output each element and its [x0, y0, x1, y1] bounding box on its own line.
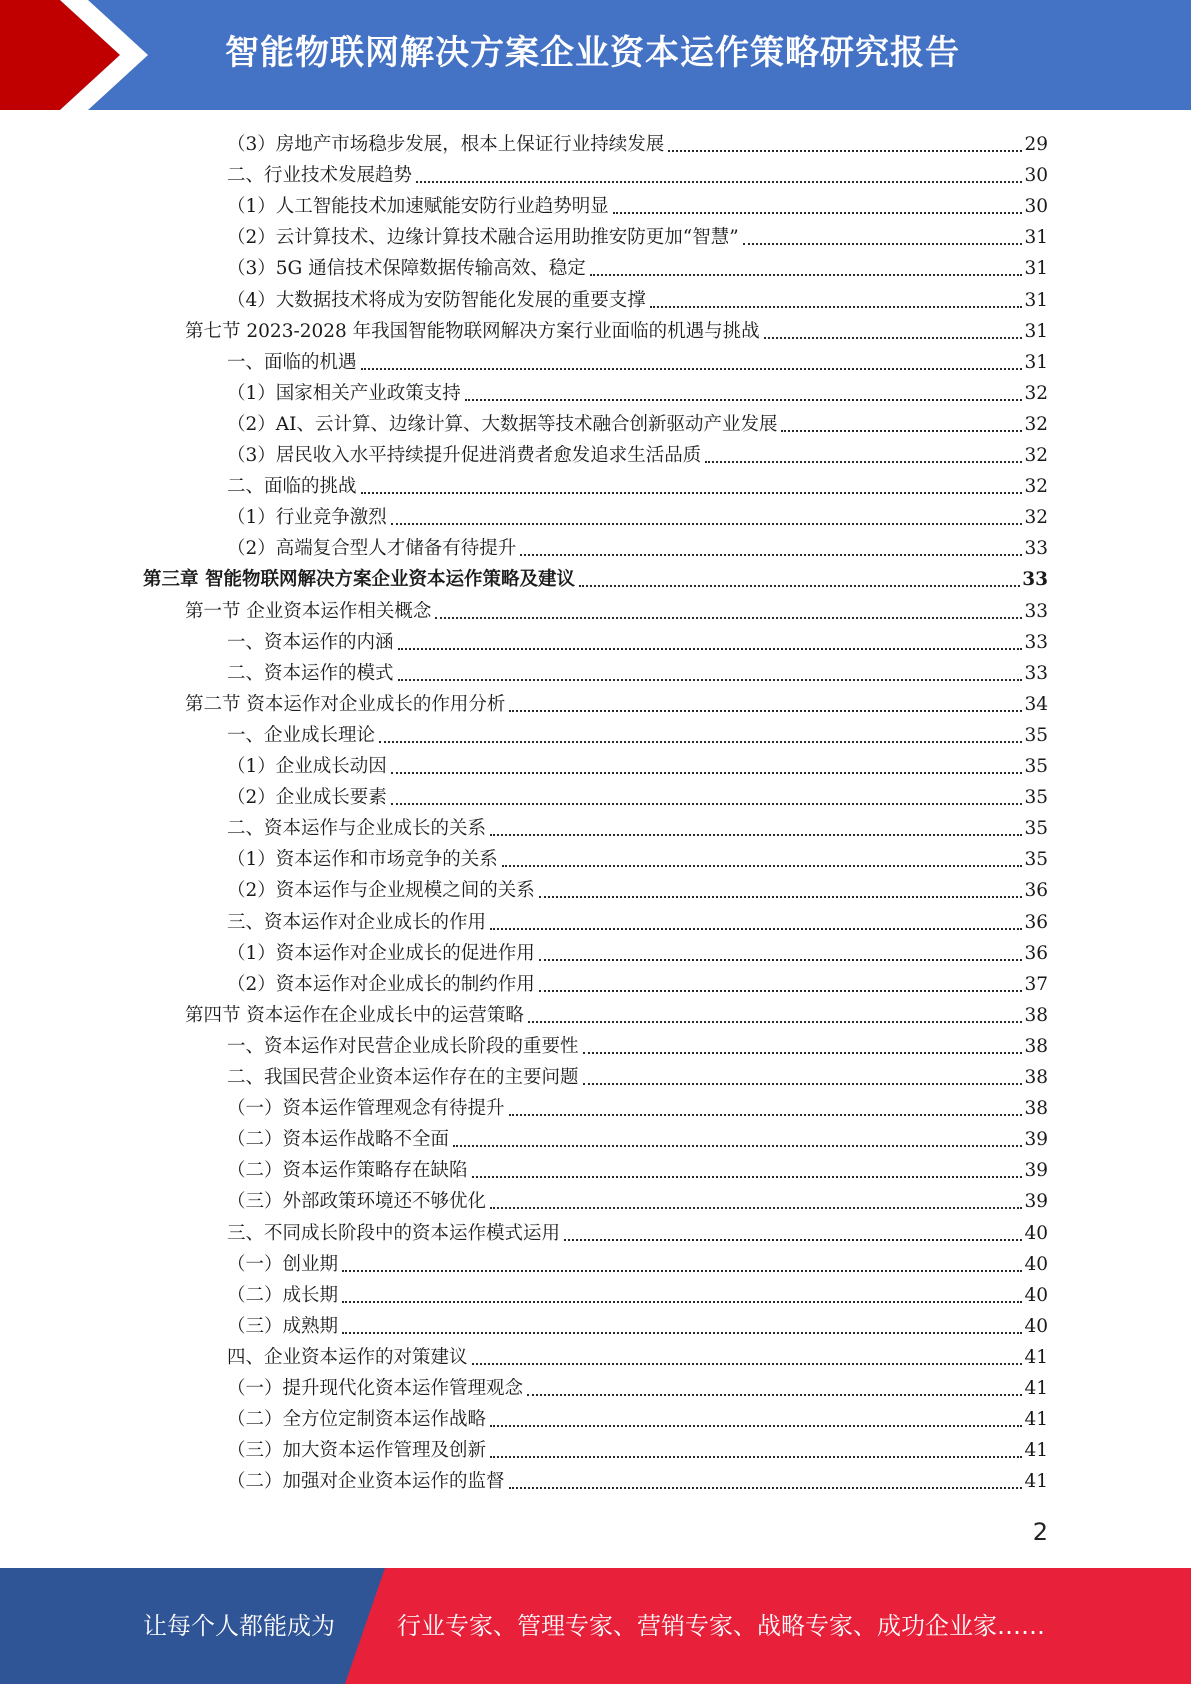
toc-dot-leader: [490, 1425, 1022, 1427]
page-number: 2: [1032, 1518, 1048, 1546]
toc-entry-title: 三、资本运作对企业成长的作用: [227, 911, 487, 933]
toc-entry-page: 40: [1024, 1222, 1048, 1244]
toc-entry-page: 31: [1024, 227, 1048, 249]
toc-entry-page: 32: [1024, 413, 1048, 435]
toc-entry-page: 33: [1024, 600, 1048, 622]
toc-entry-page: 41: [1024, 1378, 1048, 1399]
toc-entry[interactable]: [227, 345, 1048, 376]
toc-entry-title: （三）加大资本运作管理及创新: [227, 1440, 487, 1462]
toc-entry-title: （1）资本运作和市场竞争的关系: [227, 849, 498, 871]
toc-entry-title: 第三章 智能物联网解决方案企业资本运作策略及建议: [143, 569, 575, 591]
toc-section-entry[interactable]: [185, 594, 1048, 625]
toc-entry-title: （一）提升现代化资本运作管理观念: [227, 1378, 524, 1399]
toc-entry-page: 31: [1024, 320, 1048, 342]
toc-dot-leader: [743, 243, 1023, 245]
toc-entry[interactable]: [227, 967, 1048, 998]
toc-entry[interactable]: [227, 1309, 1048, 1340]
toc-entry-title: （1）资本运作对企业成长的促进作用: [227, 942, 535, 964]
toc-dot-leader: [361, 368, 1023, 370]
toc-entry[interactable]: [227, 500, 1048, 531]
toc-entry-title: （4）大数据技术将成为安防智能化发展的重要支撑: [227, 289, 646, 311]
toc-entry-title: （二）全方位定制资本运作战略: [227, 1409, 487, 1431]
toc-dot-leader: [539, 896, 1023, 898]
toc-entry-title: （2）云计算技术、边缘计算技术融合运用助推安防更加“智慧”: [227, 227, 739, 249]
toc-entry-page: 33: [1024, 662, 1048, 684]
toc-entry-page: 35: [1024, 756, 1048, 777]
toc-entry-page: 36: [1024, 880, 1048, 902]
toc-entry-page: 39: [1024, 1191, 1048, 1213]
toc-entry[interactable]: [227, 376, 1048, 407]
toc-entry-page: 30: [1024, 196, 1048, 218]
footer-slogan-right: 行业专家、管理专家、营销专家、战略专家、成功企业家……: [397, 1612, 1045, 1640]
toc-entry[interactable]: [227, 469, 1048, 500]
toc-dot-leader: [342, 1270, 1022, 1272]
toc-dot-leader: [465, 399, 1023, 401]
toc-section-entry[interactable]: [185, 687, 1048, 718]
toc-entry-page: 40: [1024, 1315, 1048, 1337]
toc-entry[interactable]: [227, 842, 1048, 873]
toc-entry-title: （一）创业期: [227, 1253, 339, 1275]
toc-entry[interactable]: [227, 1278, 1048, 1309]
toc-dot-leader: [398, 679, 1023, 681]
toc-entry-page: 41: [1024, 1471, 1048, 1493]
toc-entry-page: 35: [1024, 724, 1048, 746]
toc-entry[interactable]: [227, 625, 1048, 656]
toc-entry-page: 39: [1024, 1160, 1048, 1182]
toc-dot-leader: [583, 1052, 1023, 1054]
toc-entry-title: （2）资本运作对企业成长的制约作用: [227, 973, 535, 995]
toc-dot-leader: [509, 1114, 1023, 1116]
toc-dot-leader: [781, 430, 1022, 432]
toc-entry-page: 41: [1024, 1346, 1048, 1368]
toc-dot-leader: [472, 1363, 1023, 1365]
toc-dot-leader: [764, 337, 1023, 339]
toc-dot-leader: [416, 181, 1022, 183]
toc-entry-title: 二、资本运作的模式: [227, 662, 394, 684]
toc-section-entry[interactable]: [185, 314, 1048, 345]
toc-entry-page: 40: [1024, 1284, 1048, 1306]
toc-dot-leader: [342, 1332, 1022, 1334]
toc-entry[interactable]: [227, 189, 1048, 220]
toc-dot-leader: [579, 585, 1020, 587]
toc-entry[interactable]: [227, 438, 1048, 469]
toc-entry-page: 33: [1024, 631, 1048, 653]
toc-entry[interactable]: [227, 1433, 1048, 1464]
toc-entry[interactable]: [227, 127, 1048, 158]
toc-entry-title: （1）人工智能技术加速赋能安防行业趋势明显: [227, 196, 609, 218]
toc-dot-leader: [379, 741, 1022, 743]
toc-entry[interactable]: [227, 656, 1048, 687]
toc-dot-leader: [539, 959, 1023, 961]
toc-entry[interactable]: [227, 905, 1048, 936]
document-title: 智能物联网解决方案企业资本运作策略研究报告: [225, 33, 960, 73]
toc-entry-page: 41: [1024, 1409, 1048, 1431]
toc-dot-leader: [564, 1239, 1022, 1241]
toc-entry[interactable]: [227, 811, 1048, 842]
footer-slogan-left: 让每个人都能成为: [143, 1612, 335, 1640]
toc-entry-title: （1）行业竞争激烈: [227, 507, 387, 529]
toc-dot-leader: [361, 492, 1023, 494]
toc-entry[interactable]: [227, 531, 1048, 562]
toc-entry-title: （2）AI、云计算、边缘计算、大数据等技术融合创新驱动产业发展: [227, 413, 778, 435]
toc-entry[interactable]: [227, 1122, 1048, 1153]
toc-dot-leader: [502, 865, 1023, 867]
toc-entry[interactable]: [227, 1216, 1048, 1247]
toc-entry[interactable]: [227, 1247, 1048, 1278]
toc-entry-page: 32: [1024, 507, 1048, 529]
toc-entry[interactable]: [227, 220, 1048, 251]
toc-entry-title: 二、面临的挑战: [227, 476, 357, 498]
toc-entry-title: 二、我国民营企业资本运作存在的主要问题: [227, 1067, 579, 1088]
header-banner: [0, 0, 1191, 110]
toc-entry-page: 36: [1024, 942, 1048, 964]
toc-entry-page: 31: [1024, 351, 1048, 373]
toc-dot-leader: [398, 648, 1023, 650]
toc-entry[interactable]: [227, 1402, 1048, 1433]
toc-entry-title: 第四节 资本运作在企业成长中的运营策略: [185, 1004, 524, 1026]
toc-entry-title: 第七节 2023-2028 年我国智能物联网解决方案行业面临的机遇与挑战: [185, 320, 760, 342]
toc-entry[interactable]: [227, 1060, 1048, 1091]
toc-entry-title: 二、行业技术发展趋势: [227, 165, 413, 187]
toc-entry[interactable]: [227, 718, 1048, 749]
toc-entry-title: 三、不同成长阶段中的资本运作模式运用: [227, 1222, 561, 1244]
toc-entry-title: （2）资本运作与企业规模之间的关系: [227, 880, 535, 902]
toc-entry-page: 29: [1024, 134, 1048, 155]
toc-entry-page: 32: [1024, 382, 1048, 404]
toc-entry-title: （三）外部政策环境还不够优化: [227, 1191, 487, 1213]
toc-dot-leader: [539, 990, 1023, 992]
toc-entry-title: 一、资本运作的内涵: [227, 631, 394, 653]
toc-entry[interactable]: [227, 936, 1048, 967]
toc-entry-title: （2）企业成长要素: [227, 787, 387, 809]
toc-entry-page: 32: [1024, 445, 1048, 466]
toc-entry-page: 36: [1024, 911, 1048, 933]
toc-entry-title: （二）资本运作战略不全面: [227, 1129, 450, 1151]
toc-dot-leader: [342, 1301, 1022, 1303]
toc-entry[interactable]: [227, 1091, 1048, 1122]
toc-entry-page: 31: [1024, 258, 1048, 280]
toc-entry[interactable]: [227, 873, 1048, 904]
toc-entry-page: 35: [1024, 787, 1048, 809]
toc-dot-leader: [490, 834, 1022, 836]
toc-dot-leader: [590, 274, 1023, 276]
toc-entry[interactable]: [227, 251, 1048, 282]
toc-entry-title: （1）国家相关产业政策支持: [227, 382, 461, 404]
toc-entry-title: （3）房地产市场稳步发展，根本上保证行业持续发展: [227, 134, 665, 155]
toc-entry-page: 30: [1024, 165, 1048, 187]
toc-dot-leader: [391, 523, 1023, 525]
toc-entry[interactable]: [227, 1371, 1048, 1402]
toc-dot-leader: [613, 212, 1023, 214]
toc-dot-leader: [583, 1083, 1023, 1085]
toc-entry[interactable]: [227, 1029, 1048, 1060]
toc-entry-title: 一、企业成长理论: [227, 724, 376, 746]
toc-entry-title: 一、面临的机遇: [227, 351, 357, 373]
toc-dot-leader: [490, 928, 1022, 930]
toc-entry-title: （3）5G 通信技术保障数据传输高效、稳定: [227, 258, 586, 280]
toc-entry-title: （1）企业成长动因: [227, 756, 387, 777]
toc-entry-page: 32: [1024, 476, 1048, 498]
toc-entry[interactable]: [227, 1340, 1048, 1371]
toc-dot-leader: [453, 1145, 1022, 1147]
toc-entry-title: （二）成长期: [227, 1284, 339, 1306]
toc-entry-title: 一、资本运作对民营企业成长阶段的重要性: [227, 1035, 579, 1057]
toc-entry-title: （一）资本运作管理观念有待提升: [227, 1098, 505, 1120]
toc-dot-leader: [472, 1176, 1023, 1178]
toc-dot-leader: [705, 461, 1022, 463]
toc-dot-leader: [391, 772, 1023, 774]
toc-section-entry[interactable]: [185, 998, 1048, 1029]
toc-dot-leader: [391, 803, 1023, 805]
toc-entry-title: 第二节 资本运作对企业成长的作用分析: [185, 693, 506, 715]
toc-entry-page: 38: [1024, 1098, 1048, 1120]
toc-entry[interactable]: [227, 407, 1048, 438]
toc-entry[interactable]: [227, 158, 1048, 189]
toc-dot-leader: [520, 554, 1022, 556]
toc-entry[interactable]: [227, 780, 1048, 811]
toc-entry-title: （3）居民收入水平持续提升促进消费者愈发追求生活品质: [227, 445, 702, 466]
toc-entry[interactable]: [227, 1184, 1048, 1215]
toc-entry-page: 38: [1024, 1067, 1048, 1088]
toc-entry-page: 35: [1024, 818, 1048, 840]
toc-entry-title: （二）资本运作策略存在缺陷: [227, 1160, 468, 1182]
toc-entry[interactable]: [227, 1464, 1048, 1495]
toc-entry[interactable]: [227, 749, 1048, 780]
toc-entry-title: 四、企业资本运作的对策建议: [227, 1346, 468, 1368]
toc-entry-page: 39: [1024, 1129, 1048, 1151]
toc-entry-page: 33: [1024, 538, 1048, 560]
toc-entry-page: 40: [1024, 1253, 1048, 1275]
toc-entry-page: 33: [1022, 569, 1048, 591]
toc-dot-leader: [528, 1021, 1023, 1023]
toc-entry-page: 31: [1024, 289, 1048, 311]
toc-dot-leader: [435, 617, 1022, 619]
footer-banner: [0, 1568, 1191, 1684]
toc-chapter-entry[interactable]: [143, 562, 1048, 593]
toc-dot-leader: [490, 1456, 1022, 1458]
toc-dot-leader: [668, 150, 1022, 152]
toc-entry-title: （二）加强对企业资本运作的监督: [227, 1471, 505, 1493]
toc-entry-page: 41: [1024, 1440, 1048, 1462]
toc-dot-leader: [509, 1487, 1023, 1489]
toc-dot-leader: [490, 1207, 1022, 1209]
toc-dot-leader: [527, 1394, 1022, 1396]
toc-entry-page: 34: [1024, 693, 1048, 715]
toc-entry-page: 38: [1024, 1035, 1048, 1057]
toc-entry-title: （三）成熟期: [227, 1315, 339, 1337]
toc-entry-title: 二、资本运作与企业成长的关系: [227, 818, 487, 840]
toc-entry-page: 35: [1024, 849, 1048, 871]
toc-dot-leader: [650, 306, 1023, 308]
toc-entry-title: 第一节 企业资本运作相关概念: [185, 600, 432, 622]
toc-dot-leader: [509, 710, 1022, 712]
toc-entry-title: （2）高端复合型人才储备有待提升: [227, 538, 517, 560]
toc-entry-page: 38: [1024, 1004, 1048, 1026]
toc-entry[interactable]: [227, 1153, 1048, 1184]
toc-entry[interactable]: [227, 283, 1048, 314]
toc-entry-page: 37: [1024, 973, 1048, 995]
